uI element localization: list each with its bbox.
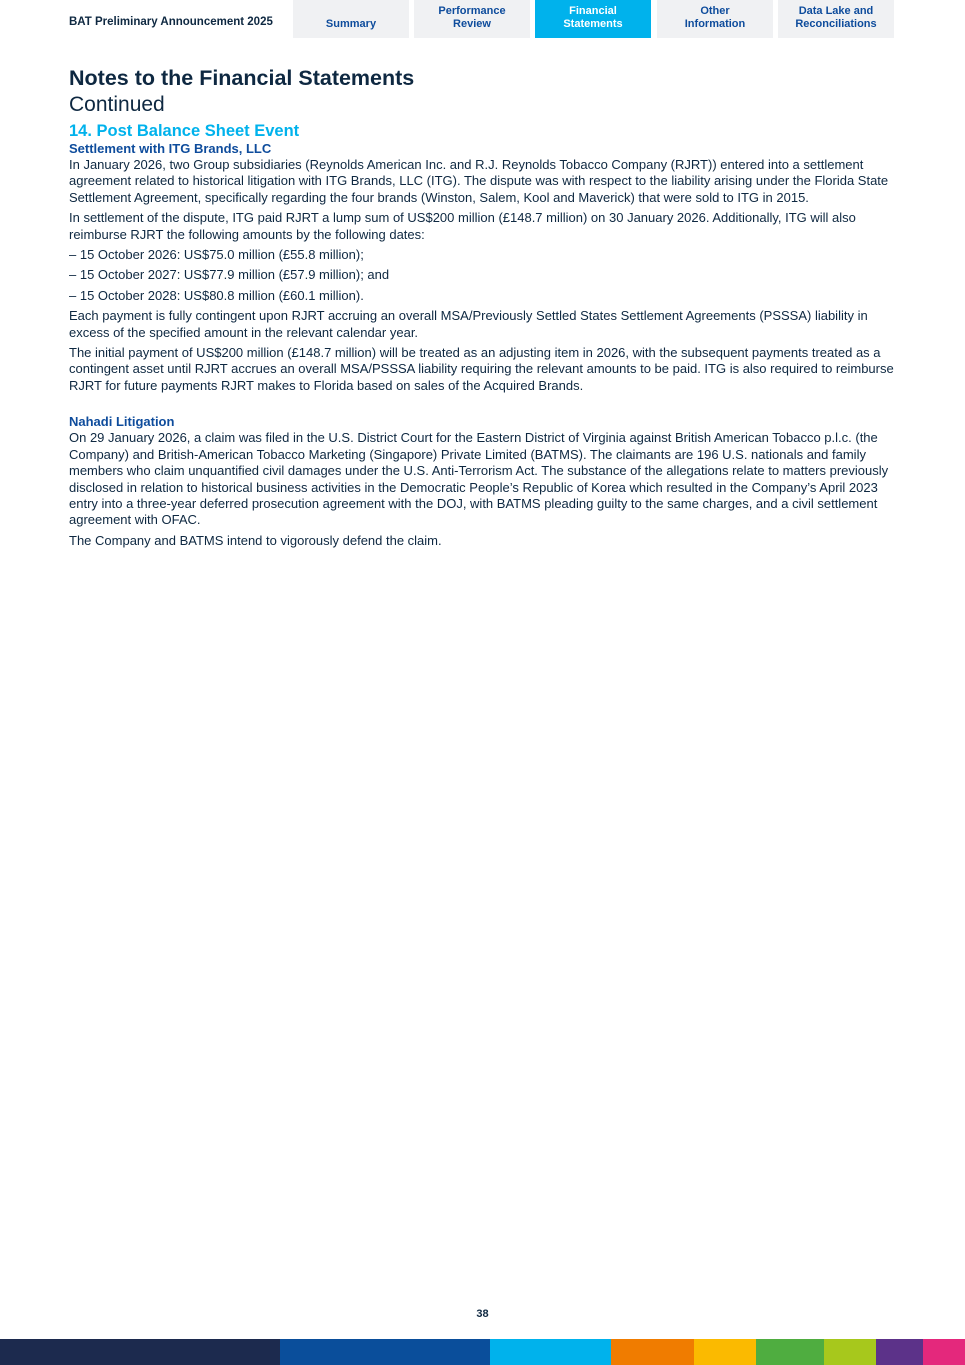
footer-stripe [756, 1339, 824, 1365]
list-item: – 15 October 2026: US$75.0 million (£55.8 million); [69, 247, 364, 263]
paragraph: The initial payment of US$200 million (£148.7 million) will be treated as an adjusting item in 2026, with the subsequent payments treated as a contingent asset until RJRT accrues an overall MSA/PSSSA liability requiring the relevant amounts to be paid. ITG is also required to reimburse RJRT for future payments RJRT makes to Florida based on sales of the Acquired Brands. [69, 345, 894, 393]
page-subtitle: Continued [69, 93, 165, 116]
footer-stripe [824, 1339, 876, 1365]
subsection-heading-nahadi: Nahadi Litigation [69, 414, 175, 430]
paragraph: In settlement of the dispute, ITG paid RJRT a lump sum of US$200 million (£148.7 million) on 30 January 2026. Additionally, ITG will also reimburse RJRT the following amounts by the following dates: [69, 210, 856, 242]
footer-stripe [0, 1339, 280, 1365]
tab-performance-review[interactable]: Performance Review [414, 0, 530, 38]
paragraph: In January 2026, two Group subsidiaries (Reynolds American Inc. and R.J. Reynolds Tobacco Company (RJRT)) entered into a settlement agreement related to historical litigation with ITG Brands, LLC (ITG). The dispute was with respect to the liability arising under the Florida State Settlement Agreement, specifically regarding the four brands (Winston, Salem, Kool and Maverick) that were sold to ITG in 2015. [69, 157, 889, 205]
tab-summary[interactable]: Summary [293, 0, 409, 38]
tab-data-lake-reconciliations[interactable]: Data Lake and Reconciliations [778, 0, 894, 38]
paragraph: Each payment is fully contingent upon RJRT accruing an overall MSA/Previously Settled States Settlement Agreements (PSSSA) liability in excess of the specified amount in the relevant calendar year. [69, 308, 868, 340]
paragraph: The Company and BATMS intend to vigorously defend the claim. [69, 532, 442, 548]
footer-stripe [280, 1339, 490, 1365]
footer-stripe [923, 1339, 965, 1365]
list-item: – 15 October 2028: US$80.8 million (£60.1 million). [69, 287, 364, 303]
page-number: 38 [476, 1308, 489, 1320]
main-content [69, 64, 899, 553]
tab-other-information[interactable]: Other Information [657, 0, 773, 38]
paragraph: On 29 January 2026, a claim was filed in the U.S. District Court for the Eastern District of Virginia against British American Tobacco p.l.c. (the Company) and British-American Tobacco Marketing (Singapore) Private Limited (BATMS). The claimants are 196 U.S. nationals and family members who claim unquantified civil damages under the U.S. Anti-Terrorism Act. The substance of the allegations relate to matters previously disclosed in relation to historical business activities in the Democratic People’s Republic of Korea which resulted in the Company’s April 2023 entry into a three-year deferred prosecution agreement with the DOJ, with BATMS pleading guilty to the same charges, and a civil settlement agreement with OFAC. [69, 430, 889, 528]
page-title: Notes to the Financial Statements [69, 66, 415, 90]
footer-stripe [876, 1339, 923, 1365]
document-title: BAT Preliminary Announcement 2025 [69, 16, 273, 28]
subsection-heading-itg: Settlement with ITG Brands, LLC [69, 141, 272, 156]
page-header [0, 0, 965, 38]
footer-stripe [694, 1339, 756, 1365]
list-item: – 15 October 2027: US$77.9 million (£57.9 million); and [69, 267, 390, 283]
section-heading: 14. Post Balance Sheet Event [69, 122, 300, 140]
footer-stripe [611, 1339, 694, 1365]
footer-stripe [490, 1339, 611, 1365]
tab-financial-statements[interactable]: Financial Statements [535, 0, 651, 38]
footer-color-bar [0, 1339, 965, 1365]
